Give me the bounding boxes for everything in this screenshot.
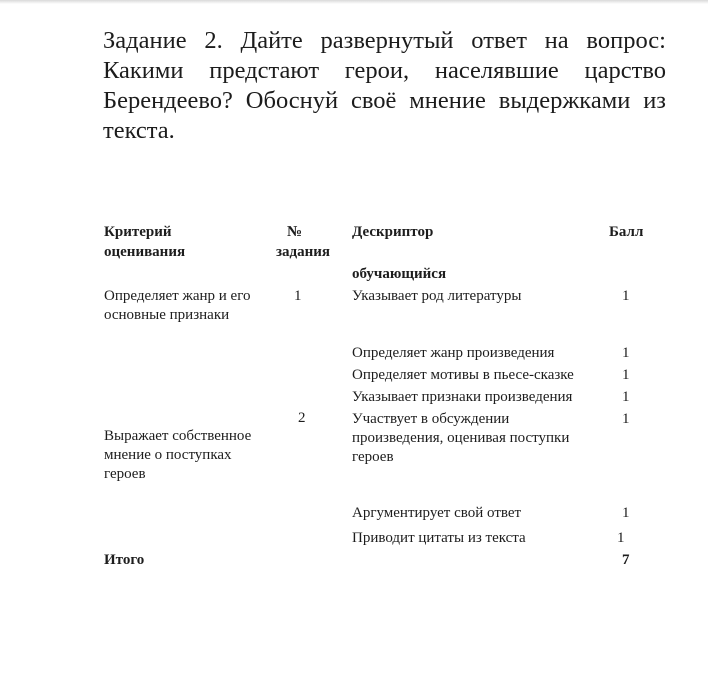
score-cell: 1 — [622, 345, 630, 361]
task-number-1: 1 — [294, 288, 302, 304]
score-cell: 1 — [622, 411, 630, 427]
criterion-2-line2: мнение о поступках — [104, 447, 232, 463]
header-score: Балл — [609, 224, 644, 240]
descriptor-row: Аргументирует свой ответ — [352, 505, 522, 521]
score-cell: 1 — [622, 505, 630, 521]
score-cell: 1 — [622, 389, 630, 405]
criterion-2-line3: героев — [104, 466, 146, 482]
header-criterion-2: оценивания — [104, 244, 186, 260]
header-descriptor: Дескриптор — [352, 224, 434, 240]
descriptor-row: Определяет жанр произведения — [352, 345, 555, 361]
descriptor-row-line3: героев — [352, 449, 394, 465]
task-text: Задание 2. Дайте развернутый ответ на вопрос: Какими предстают герои, населявшие царство Берендеево? Обоснуй своё мнение выдержками из текста. — [103, 27, 666, 144]
descriptor-row-line2: произведения, оценивая поступки — [352, 430, 570, 446]
descriptor-row: Приводит цитаты из текста — [352, 530, 526, 546]
header-criterion: Критерий — [104, 224, 172, 240]
descriptor-row: Участвует в обсуждении — [352, 411, 510, 427]
task-number-2: 2 — [298, 410, 306, 426]
score-cell: 1 — [617, 530, 625, 546]
criterion-1: Определяет жанр и его — [104, 288, 251, 304]
score-cell: 1 — [622, 288, 630, 304]
total-label: Итого — [104, 552, 145, 568]
criterion-1-line2: основные признаки — [104, 307, 230, 323]
descriptor-row: Указывает род литературы — [352, 288, 522, 304]
header-descriptor-2: обучающийся — [352, 266, 447, 282]
score-cell: 1 — [622, 367, 630, 383]
descriptor-row: Определяет мотивы в пьесе-сказке — [352, 367, 574, 383]
descriptor-row: Указывает признаки произведения — [352, 389, 573, 405]
header-number-2: задания — [276, 244, 331, 260]
header-number: № — [287, 224, 303, 240]
criterion-2: Выражает собственное — [104, 428, 252, 444]
total-score: 7 — [622, 552, 630, 568]
page-top-edge — [0, 0, 708, 4]
